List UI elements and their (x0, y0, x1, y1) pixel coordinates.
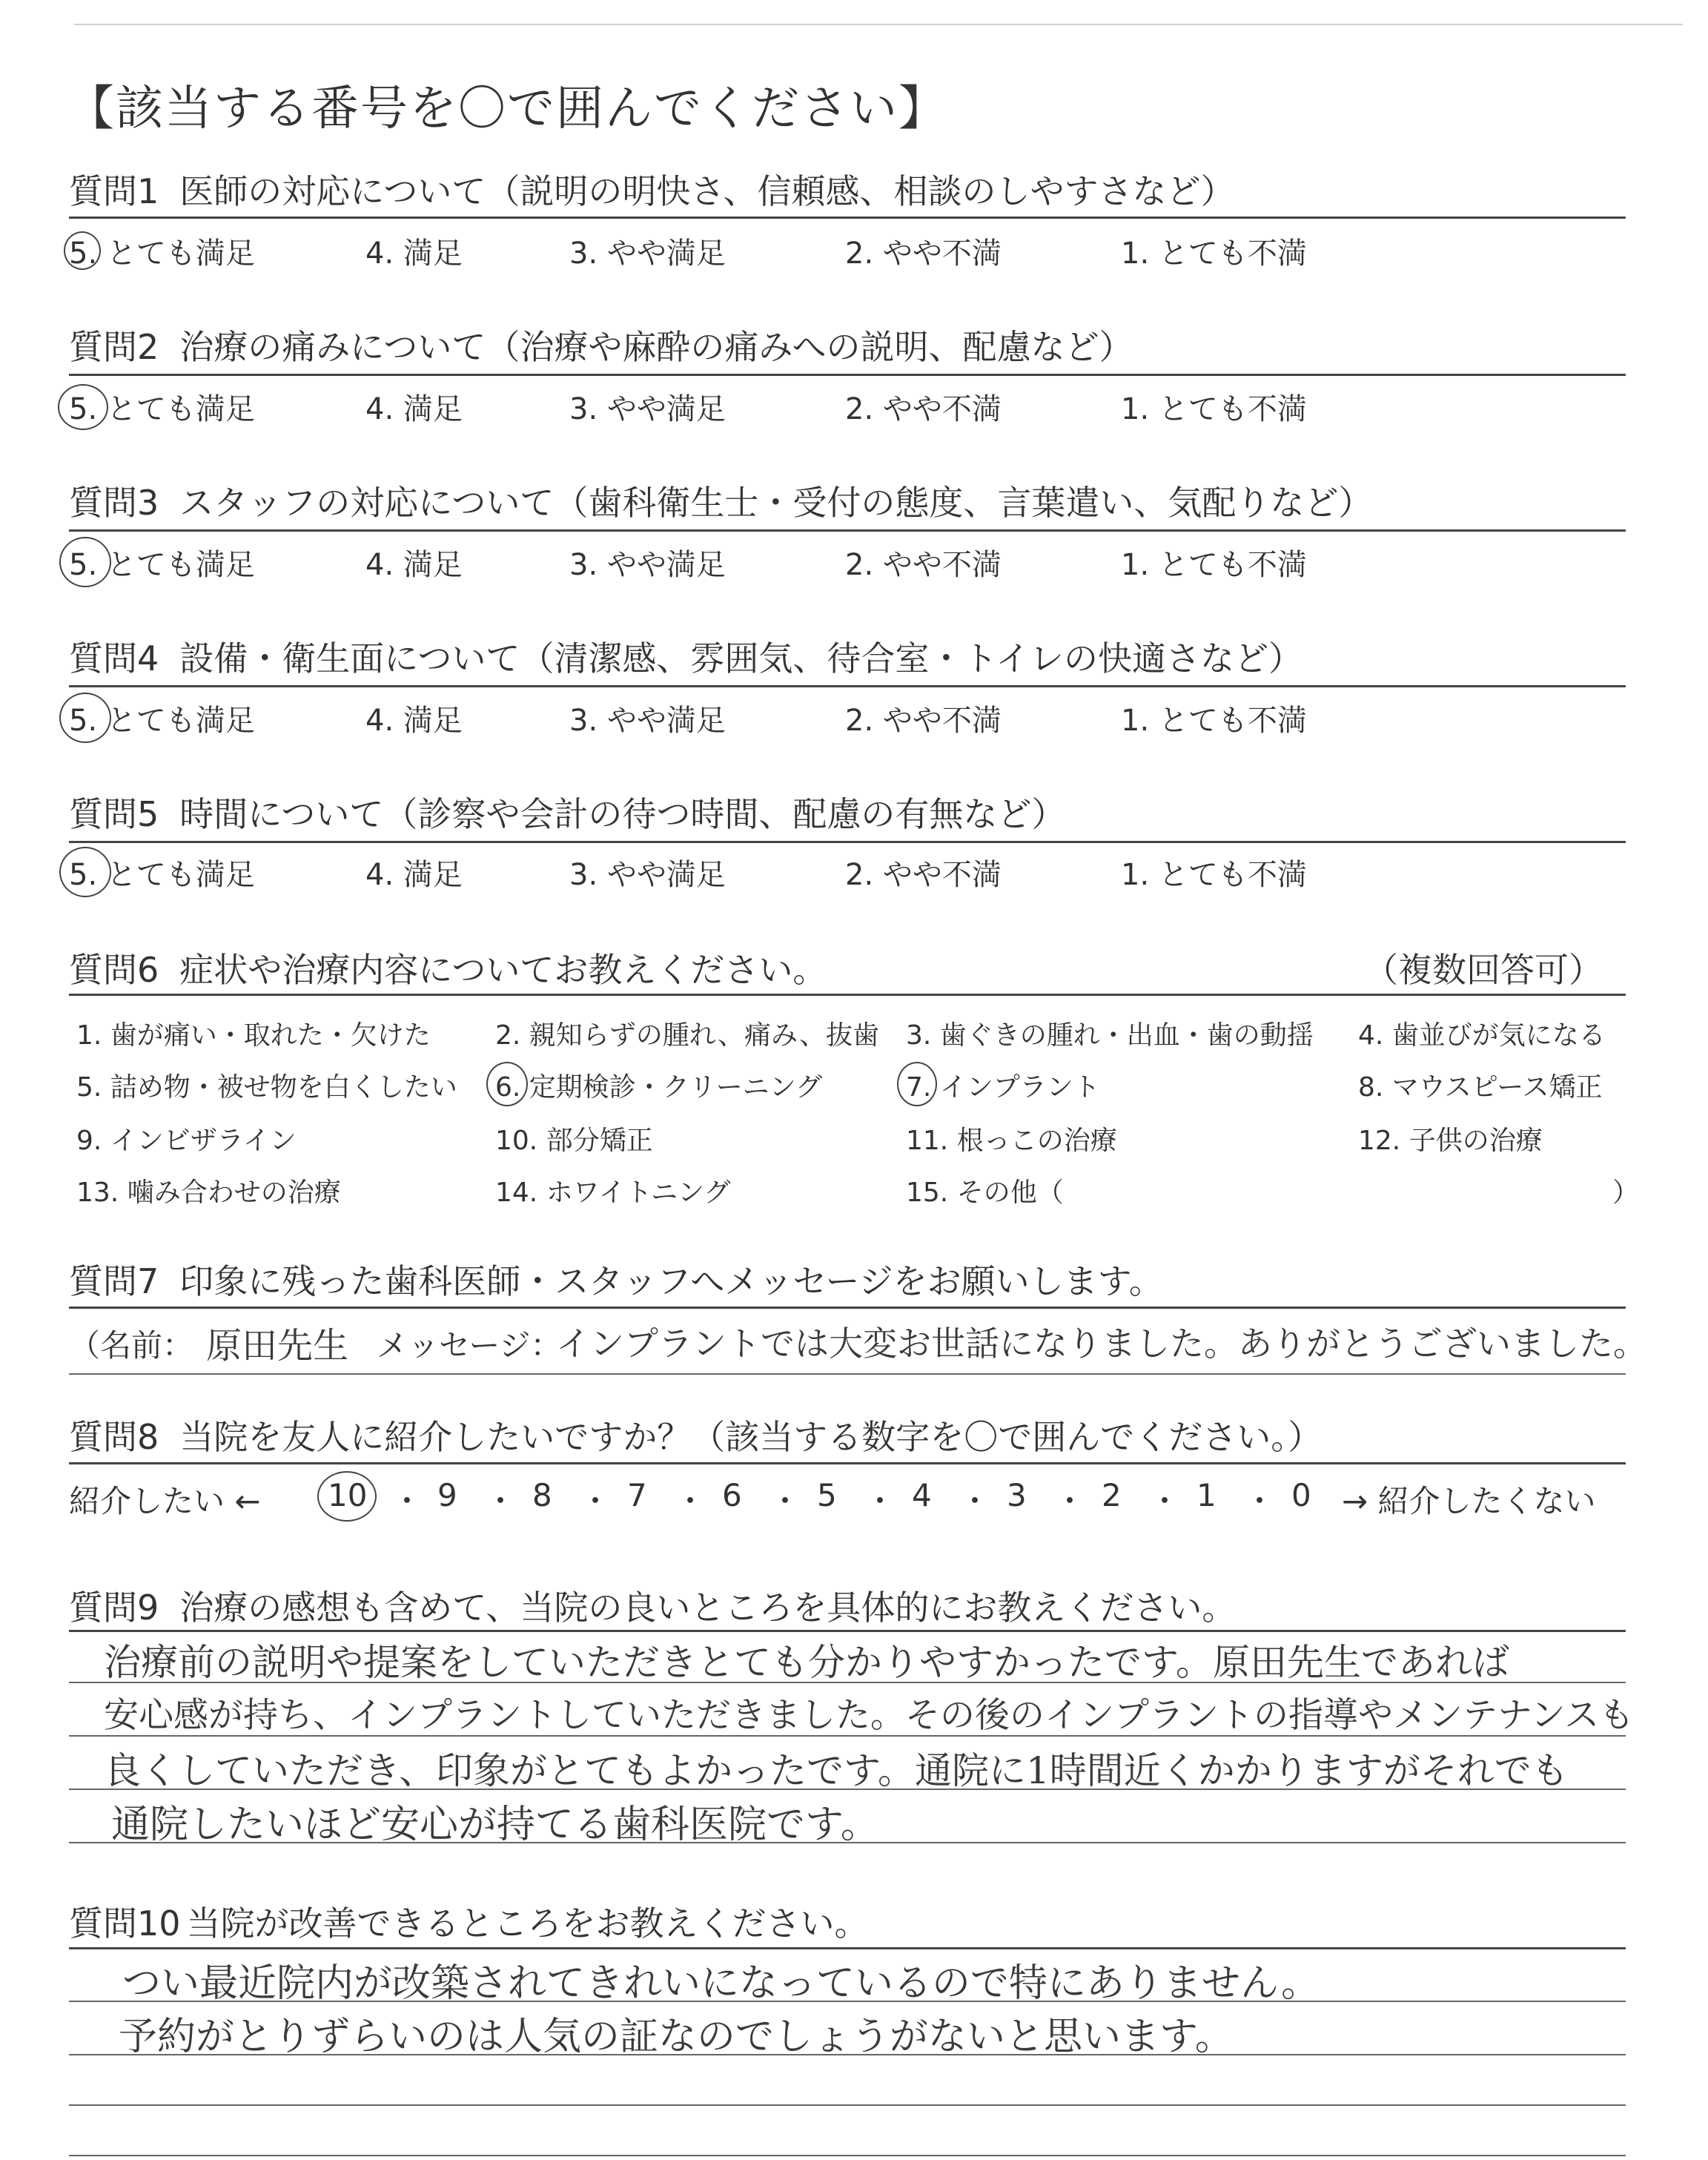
q3-option-1[interactable]: 1. とても不満 (1121, 548, 1307, 582)
symptom-option-12[interactable]: 12. 子供の治療 (1358, 1126, 1543, 1156)
question-text: 当院が改善できるところをお教えください。 (186, 1903, 869, 1943)
q8-dot: ・ (1149, 1483, 1181, 1519)
symptom-option-4[interactable]: 4. 歯並びが気になる (1358, 1020, 1606, 1051)
q8-scale-2[interactable]: 2 (1102, 1477, 1122, 1513)
q5-selection-circle (59, 847, 111, 897)
question-text: 治療の感想も含めて、当院の良いところを具体的にお教えください。 (179, 1588, 1237, 1628)
q3-selection-circle (59, 537, 111, 587)
question-rule (69, 529, 1626, 532)
q9-answer-line-1: 治療前の説明や提案をしていただきとても分かりやすかったです。原田先生であれば (104, 1641, 1509, 1684)
q2-option-2[interactable]: 2. やや不満 (845, 392, 1002, 426)
question-rule (69, 685, 1626, 687)
q8-scale-10[interactable]: 10 (328, 1477, 368, 1513)
answer-line (69, 2104, 1626, 2106)
question-3-title (69, 476, 1372, 525)
question-rule (69, 841, 1626, 843)
symptom-option-13[interactable]: 13. 噛み合わせの治療 (76, 1178, 341, 1208)
question-number: 質問4 (69, 638, 159, 678)
q7-message-label: メッセージ： (377, 1327, 562, 1364)
q3-option-5[interactable]: 5. とても満足 (69, 548, 255, 582)
question-5-title (69, 787, 1065, 836)
q5-option-5[interactable]: 5. とても満足 (69, 858, 255, 892)
question-number: 質問7 (69, 1261, 159, 1301)
answer-line (69, 1789, 1626, 1790)
question-text: 治療の痛みについて（治療や麻酔の痛みへの説明、配慮など） (179, 327, 1133, 367)
q8-selection-circle (317, 1471, 377, 1522)
question-1-title (69, 165, 1235, 214)
q10-answer-line-2: 予約がとりずらいのは人気の証なのでしょうがないと思います。 (119, 2015, 1234, 2059)
q2-option-5[interactable]: 5. とても満足 (69, 392, 255, 426)
symptom-option-1[interactable]: 1. 歯が痛い・取れた・欠けた (76, 1020, 431, 1051)
question-6-note: （複数回答可） (1364, 950, 1603, 990)
page-header: 【該当する番号を〇で囲んでください】 (67, 82, 947, 136)
q2-option-1[interactable]: 1. とても不満 (1121, 392, 1307, 426)
q7-name-handwritten: 原田先生 (206, 1325, 349, 1367)
q1-option-2[interactable]: 2. やや不満 (845, 237, 1002, 271)
q8-scale-6[interactable]: 6 (722, 1477, 742, 1513)
symptom-6-selection-circle (486, 1062, 528, 1106)
q8-left-label: 紹介したい ← (69, 1483, 261, 1519)
q8-scale-9[interactable]: 9 (437, 1477, 457, 1513)
question-rule (69, 1947, 1626, 1949)
symptom-option-10[interactable]: 10. 部分矯正 (495, 1126, 653, 1156)
q4-option-5[interactable]: 5. とても満足 (69, 704, 255, 738)
question-rule (69, 994, 1626, 996)
question-9-title (69, 1581, 1236, 1630)
symptom-option-9[interactable]: 9. インビザライン (76, 1126, 297, 1156)
question-text: 当院を友人に紹介したいですか？（該当する数字を〇で囲んでください。） (179, 1417, 1323, 1457)
q9-answer-line-3: 良くしていただき、印象がとてもよかったです。通院に1時間近くかかりますがそれでも (104, 1749, 1569, 1792)
question-number: 質問8 (69, 1417, 159, 1457)
q8-dot: ・ (391, 1483, 423, 1519)
q8-dot: ・ (769, 1483, 801, 1519)
question-number: 質問5 (69, 794, 159, 834)
symptom-option-14[interactable]: 14. ホワイトニング (495, 1178, 731, 1208)
question-number: 質問10 (69, 1903, 181, 1943)
q1-option-4[interactable]: 4. 満足 (365, 237, 463, 271)
answer-line (69, 1735, 1626, 1737)
question-number: 質問6 (69, 950, 159, 990)
q7-message-handwritten: インプラントでは大変お世話になりました。ありがとうございました。 (556, 1324, 1647, 1364)
q8-dot: ・ (959, 1483, 991, 1519)
symptom-option-3[interactable]: 3. 歯ぐきの腫れ・出血・歯の動揺 (906, 1020, 1314, 1051)
q8-scale-5[interactable]: 5 (817, 1477, 837, 1513)
question-number: 質問2 (69, 327, 159, 367)
symptom-option-2[interactable]: 2. 親知らずの腫れ、痛み、抜歯 (495, 1020, 880, 1051)
question-4-title (69, 632, 1302, 681)
q4-option-3[interactable]: 3. やや満足 (569, 704, 726, 738)
question-number: 質問9 (69, 1588, 159, 1628)
q3-option-4[interactable]: 4. 満足 (365, 548, 463, 582)
top-border (74, 24, 1683, 25)
q3-option-2[interactable]: 2. やや不満 (845, 548, 1002, 582)
q4-option-4[interactable]: 4. 満足 (365, 704, 463, 738)
q3-option-3[interactable]: 3. やや満足 (569, 548, 726, 582)
q8-scale-8[interactable]: 8 (532, 1477, 552, 1513)
answer-line (69, 2001, 1626, 2002)
answer-line (69, 2155, 1626, 2156)
q4-option-2[interactable]: 2. やや不満 (845, 704, 1002, 738)
question-text: 時間について（診察や会計の待つ時間、配慮の有無など） (179, 794, 1066, 834)
symptom-option-11[interactable]: 11. 根っこの治療 (906, 1126, 1117, 1156)
symptom-option-15[interactable]: 15. その他（ (906, 1178, 1064, 1208)
question-rule (69, 217, 1626, 219)
q8-dot: ・ (580, 1483, 612, 1519)
answer-line (69, 2054, 1626, 2055)
question-rule (69, 1307, 1626, 1309)
q8-dot: ・ (1054, 1483, 1086, 1519)
q8-scale-4[interactable]: 4 (912, 1477, 932, 1513)
question-2-title (69, 320, 1133, 369)
question-6-title (69, 943, 827, 992)
q8-dot: ・ (864, 1483, 896, 1519)
q8-scale-1[interactable]: 1 (1196, 1477, 1217, 1513)
answer-line (69, 1373, 1626, 1375)
q2-selection-circle (58, 384, 108, 430)
question-text: 医師の対応について（説明の明快さ、信頼感、相談のしやすさなど） (179, 171, 1235, 211)
q5-option-2[interactable]: 2. やや不満 (845, 858, 1002, 892)
symptom-option-7[interactable]: 7. インプラント (906, 1072, 1100, 1103)
question-text: スタッフの対応について（歯科衛生士・受付の態度、言葉遣い、気配りなど） (179, 483, 1373, 523)
answer-line (69, 1842, 1626, 1843)
question-number: 質問3 (69, 483, 159, 523)
q8-dot: ・ (1244, 1483, 1276, 1519)
q4-selection-circle (59, 693, 111, 743)
q9-answer-line-2: 安心感が持ち、インプラントしていただきました。その後のインプラントの指導やメンテナンスも (104, 1695, 1635, 1736)
q2-option-3[interactable]: 3. やや満足 (569, 392, 726, 426)
symptom-option-6[interactable]: 6. 定期検診・クリーニング (495, 1072, 823, 1103)
q1-selection-circle (64, 231, 101, 270)
q8-dot: ・ (485, 1483, 517, 1519)
question-text: 印象に残った歯科医師・スタッフへメッセージをお願いします。 (179, 1261, 1163, 1301)
question-text: 症状や治療内容についてお教えください。 (179, 950, 827, 990)
q8-dot: ・ (675, 1483, 706, 1519)
symptom-7-selection-circle (897, 1062, 937, 1106)
symptom-option-5[interactable]: 5. 詰め物・被せ物を白くしたい (76, 1072, 457, 1103)
q1-option-3[interactable]: 3. やや満足 (569, 237, 726, 271)
answer-line (69, 1682, 1626, 1683)
question-10-title (69, 1897, 869, 1946)
q8-right-label: → 紹介したくない (1342, 1483, 1596, 1519)
question-text: 設備・衛生面について（清潔感、雰囲気、待合室・トイレの快適さなど） (179, 638, 1303, 678)
q4-option-1[interactable]: 1. とても不満 (1121, 704, 1307, 738)
q5-option-4[interactable]: 4. 満足 (365, 858, 463, 892)
q5-option-3[interactable]: 3. やや満足 (569, 858, 726, 892)
q8-scale-3[interactable]: 3 (1007, 1477, 1027, 1513)
question-number: 質問1 (69, 171, 159, 211)
q9-answer-line-4: 通院したいほど安心が持てる歯科医院です。 (111, 1803, 879, 1847)
q7-name-label: （名前： (69, 1327, 194, 1364)
symptom-option-8[interactable]: 8. マウスピース矯正 (1358, 1072, 1603, 1103)
question-rule (69, 1462, 1626, 1464)
q5-option-1[interactable]: 1. とても不満 (1121, 858, 1307, 892)
q8-scale-7[interactable]: 7 (627, 1477, 647, 1513)
question-rule (69, 374, 1626, 376)
symptom-other-close: ） (1612, 1178, 1640, 1208)
q10-answer-line-1: つい最近院内が改築されてきれいになっているので特にありません。 (122, 1961, 1320, 2006)
question-8-title (69, 1410, 1322, 1459)
q1-option-5[interactable]: 5. とても満足 (69, 237, 255, 271)
question-7-title (69, 1255, 1163, 1304)
q8-scale-0[interactable]: 0 (1291, 1477, 1311, 1513)
q2-option-4[interactable]: 4. 満足 (365, 392, 463, 426)
question-rule (69, 1630, 1626, 1632)
q1-option-1[interactable]: 1. とても不満 (1121, 237, 1307, 271)
